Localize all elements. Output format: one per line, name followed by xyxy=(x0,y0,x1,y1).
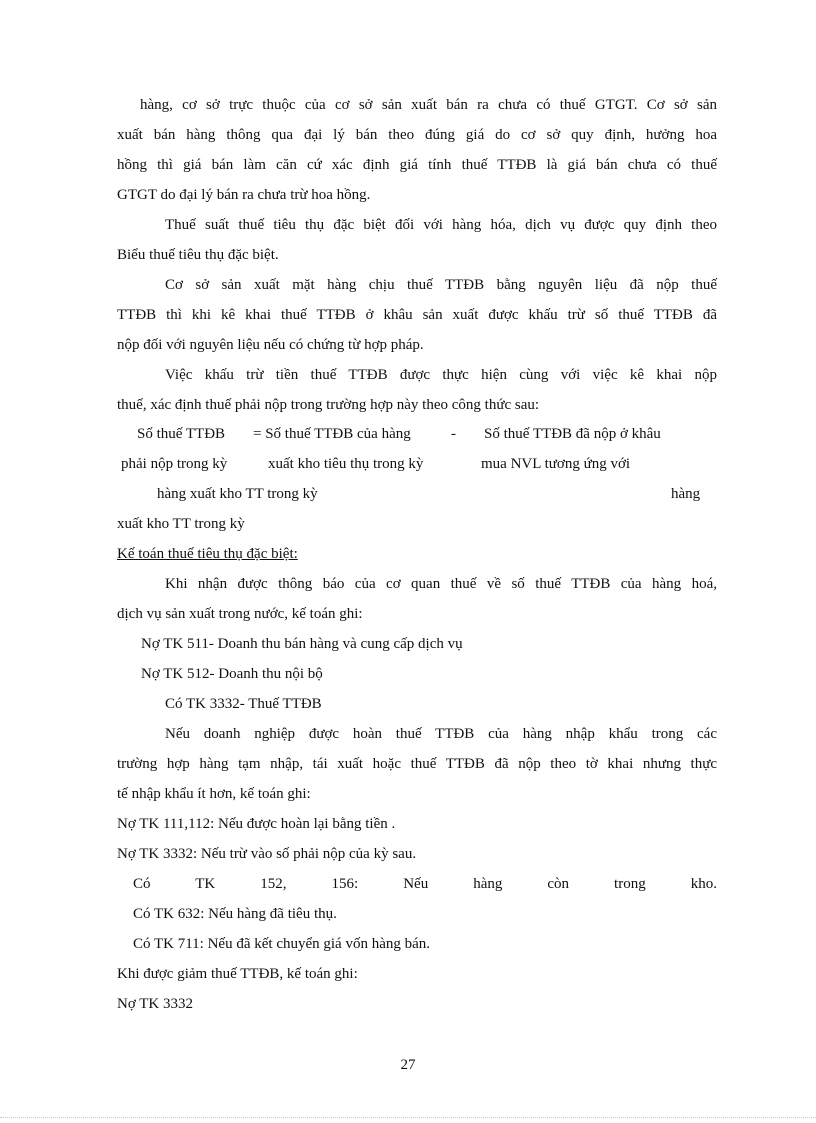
page-number: 27 xyxy=(400,1057,416,1073)
formula-rhs-line3: hàng xyxy=(671,486,701,502)
text-line: Khi được giảm thuế TTĐB, kế toán ghi: xyxy=(117,966,358,982)
text-line: dịch vụ sản xuất trong nước, kế toán ghi: xyxy=(117,606,363,622)
journal-entry: Nợ TK 3332: Nếu trừ vào số phải nộp của kỳ sau. xyxy=(117,846,417,862)
formula-rhs-line4: xuất kho TT trong kỳ xyxy=(117,516,245,532)
text-line: Cơ sở sản xuất mặt hàng chịu thuế TTĐB bằng nguyên liệu đã nộp thuế xyxy=(165,277,717,293)
text-line: Nếu doanh nghiệp được hoàn thuế TTĐB của hàng nhập khẩu trong các xyxy=(165,726,717,742)
journal-entry: Có TK 3332- Thuế TTĐB xyxy=(165,696,322,712)
journal-entry: Có TK 152, 156: Nếu hàng còn trong kho. xyxy=(133,876,717,892)
journal-entry: Có TK 632: Nếu hàng đã tiêu thụ. xyxy=(133,906,337,922)
text-line: Biểu thuế tiêu thụ đặc biệt. xyxy=(117,247,279,263)
text-line: xuất bán hàng thông qua đại lý bán theo đúng giá do cơ sở quy định, hưởng hoa xyxy=(117,127,717,143)
journal-entry: Có TK 711: Nếu đã kết chuyển giá vốn hàng bán. xyxy=(133,936,431,952)
journal-entry: Nợ TK 111,112: Nếu được hoàn lại bằng tiền . xyxy=(117,816,396,832)
formula-lhs-line1: Số thuế TTĐB xyxy=(137,426,226,442)
page-bottom-divider xyxy=(0,1117,816,1118)
formula-middle-line2: xuất kho tiêu thụ trong kỳ xyxy=(268,456,424,472)
formula-middle-line3: hàng xuất kho TT trong kỳ xyxy=(157,486,318,502)
text-line: tế nhập khẩu ít hơn, kế toán ghi: xyxy=(117,786,311,802)
journal-entry: Nợ TK 511- Doanh thu bán hàng và cung cấp dịch vụ xyxy=(141,636,463,652)
formula-equals-term: = Số thuế TTĐB của hàng xyxy=(253,426,411,442)
journal-entry: Nợ TK 3332 xyxy=(117,996,193,1012)
text-line: hồng thì giá bán làm căn cứ xác định giá tính thuế TTĐB là giá bán chưa có thuế xyxy=(117,157,717,173)
formula-rhs-line2: mua NVL tương ứng với xyxy=(481,456,631,472)
text-line: trường hợp hàng tạm nhập, tái xuất hoặc thuế TTĐB đã nộp theo tờ khai nhưng thực xyxy=(117,756,717,772)
text-line: Việc khấu trừ tiền thuế TTĐB được thực hiện cùng với việc kê khai nộp xyxy=(165,367,717,383)
formula-rhs-line1: Số thuế TTĐB đã nộp ở khâu xyxy=(484,426,661,442)
section-heading: Kế toán thuế tiêu thụ đặc biệt: xyxy=(117,546,298,562)
text-line: Khi nhận được thông báo của cơ quan thuế về số thuế TTĐB của hàng hoá, xyxy=(165,576,717,592)
text-line: nộp đối với nguyên liệu nếu có chứng từ hợp pháp. xyxy=(117,337,424,353)
formula-lhs-line2: phải nộp trong kỳ xyxy=(121,456,228,472)
text-line: hàng, cơ sở trực thuộc của cơ sở sản xuất bán ra chưa có thuế GTGT. Cơ sở sản xyxy=(140,97,717,113)
text-line: TTĐB thì khi kê khai thuế TTĐB ở khâu sản xuất được khấu trừ số thuế TTĐB đã xyxy=(117,307,717,323)
formula-minus-sign: - xyxy=(451,426,456,442)
text-line: GTGT do đại lý bán ra chưa trừ hoa hồng. xyxy=(117,187,371,203)
text-line: thuế, xác định thuế phải nộp trong trường hợp này theo công thức sau: xyxy=(117,397,540,413)
text-line: Thuế suất thuế tiêu thụ đặc biệt đối với hàng hóa, dịch vụ được quy định theo xyxy=(165,217,717,233)
journal-entry: Nợ TK 512- Doanh thu nội bộ xyxy=(141,666,323,682)
